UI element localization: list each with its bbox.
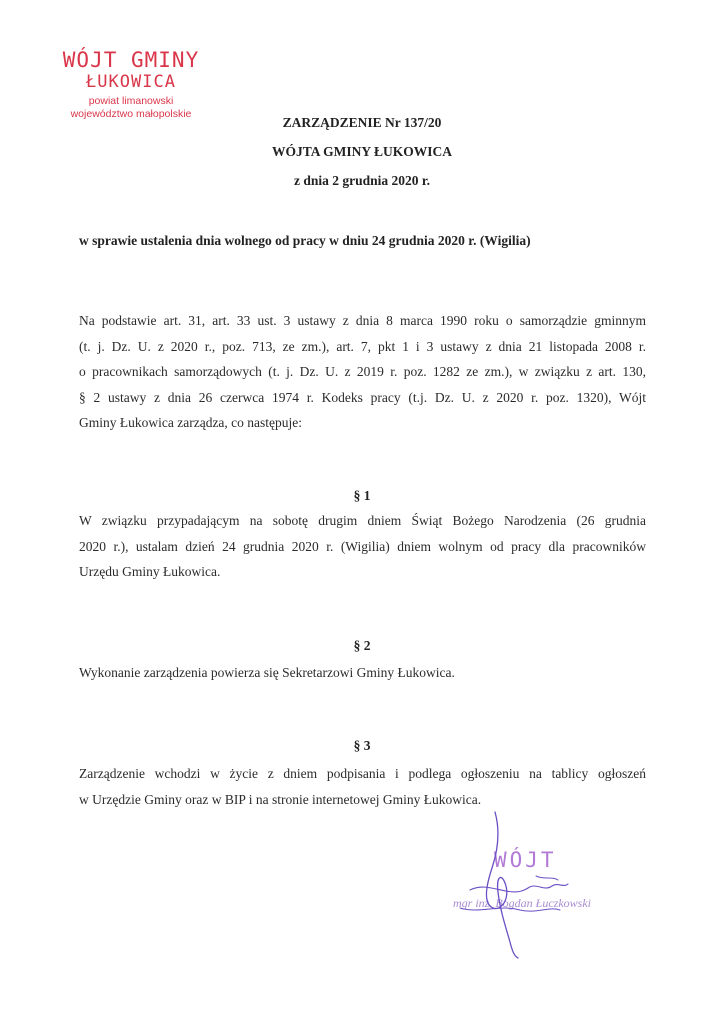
- preamble-line: Gminy Łukowica zarządza, co następuje:: [79, 415, 303, 430]
- document-title: ZARZĄDZENIE Nr 137/20: [282, 115, 442, 130]
- preamble-paragraph: [79, 308, 646, 436]
- section-1-heading: § 1: [353, 488, 371, 503]
- document-issuer: WÓJTA GMINY ŁUKOWICA: [271, 144, 452, 159]
- section-3-line: w Urzędzie Gminy oraz w BIP i na stronie internetowej Gminy Łukowica.: [79, 791, 482, 807]
- stamp-line-title: WÓJT GMINY: [62, 48, 200, 72]
- signature-stamp-title: WÓJT: [494, 848, 557, 872]
- section-3-line: Zarządzenie wchodzi w życie z dniem podpisania i podlega ogłoszeniu na tablicy ogłoszeń: [79, 766, 646, 781]
- preamble-line: Na podstawie art. 31, art. 33 ust. 3 ustawy z dnia 8 marca 1990 roku o samorządzie gminnym: [79, 313, 646, 328]
- section-1-line: Urzędu Gminy Łukowica.: [79, 564, 221, 579]
- document-title-block: [0, 108, 724, 195]
- section-3-text: [79, 761, 646, 812]
- document-subject: w sprawie ustalenia dnia wolnego od pracy w dniu 24 grudnia 2020 r. (Wigilia): [79, 233, 531, 248]
- document-date: z dnia 2 grudnia 2020 r.: [293, 173, 431, 188]
- preamble-line: (t. j. Dz. U. z 2020 r., poz. 713, ze zm.), art. 7, pkt 1 i 3 ustawy z dnia 21 listopada 2008 r.: [79, 338, 646, 354]
- handwritten-signature: [440, 810, 610, 960]
- section-1-line: 2020 r.), ustalam dzień 24 grudnia 2020 r. (Wigilia) dniem wolnym od pracy dla pracowników: [79, 538, 646, 554]
- section-2-heading: § 2: [353, 638, 371, 653]
- preamble-line: o pracownikach samorządowych (t. j. Dz. U. z 2019 r. poz. 1282 ze zm.), w związku z art. 130,: [79, 364, 646, 379]
- section-3-heading: § 3: [353, 738, 371, 753]
- section-1-line: W związku przypadającym na sobotę drugim dniem Świąt Bożego Narodzenia (26 grudnia: [79, 513, 646, 528]
- signature-stamp-name: mgr inż. Bogdan Łuczkowski: [453, 896, 591, 910]
- section-2-text: Wykonanie zarządzenia powierza się Sekretarzowi Gminy Łukowica.: [79, 665, 455, 680]
- section-1-text: [79, 508, 646, 585]
- stamp-line-municipality: ŁUKOWICA: [86, 72, 176, 92]
- stamp-line-county: powiat limanowski: [88, 95, 174, 107]
- stamp-line-voivodeship: województwo małopolskie: [70, 108, 192, 120]
- preamble-line: § 2 ustawy z dnia 26 czerwca 1974 r. Kodeks pracy (t.j. Dz. U. z 2020 r. poz. 1320), Wójt: [79, 389, 646, 405]
